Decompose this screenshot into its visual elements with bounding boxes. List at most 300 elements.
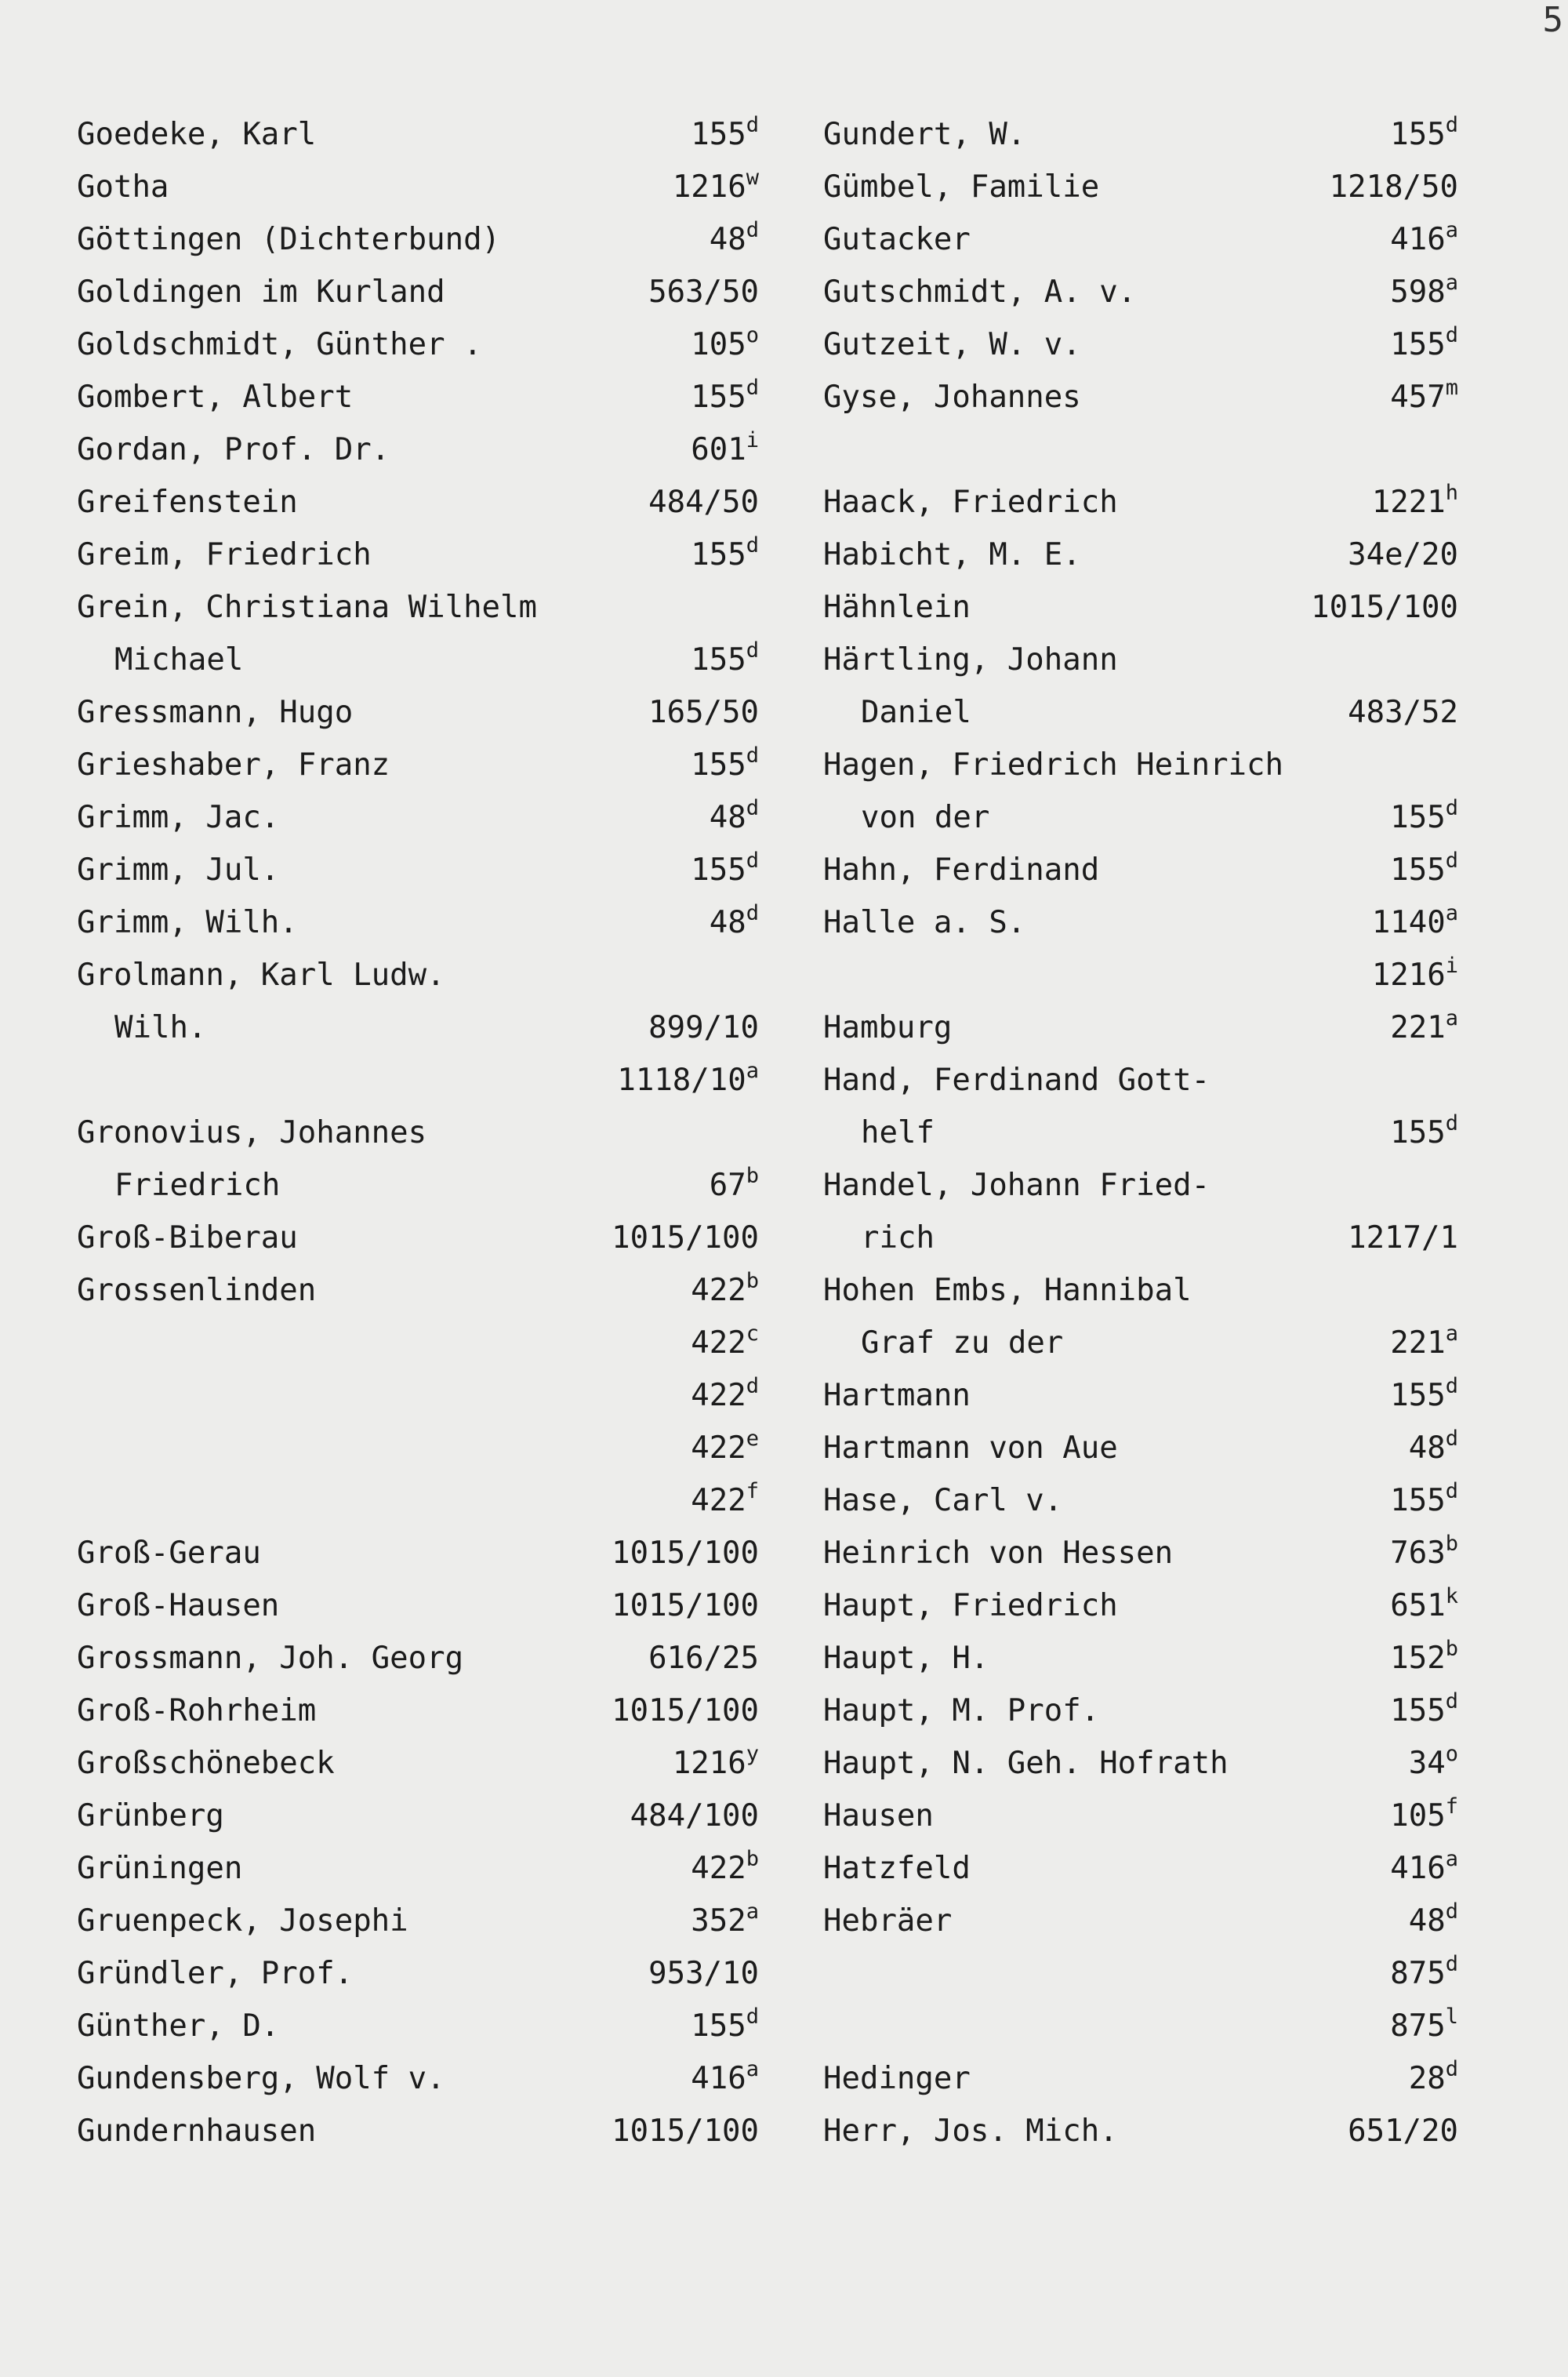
- reference-number: 422: [691, 1430, 746, 1466]
- entry-term: Hähnlein: [823, 590, 971, 625]
- reference-number: 1015/100: [612, 1220, 759, 1256]
- index-entry: [823, 1212, 1458, 1264]
- reference-number: 1221: [1371, 485, 1446, 520]
- entry-term: Graf zu der: [861, 1325, 1064, 1361]
- entry-reference: [691, 739, 759, 791]
- entry-term: Hand, Ferdinand Gott-: [823, 1063, 1210, 1098]
- reference-number: 563/50: [648, 274, 759, 310]
- reference-superscript: d: [1445, 113, 1458, 137]
- index-entry: [77, 266, 759, 318]
- reference-superscript: d: [746, 849, 759, 873]
- reference-number: 457: [1390, 380, 1446, 415]
- reference-number: 67: [709, 1168, 746, 1203]
- entry-term: Michael: [114, 642, 244, 678]
- entry-term: Groß-Gerau: [77, 1536, 261, 1571]
- index-entry: [77, 896, 759, 949]
- reference-number: 483/52: [1348, 695, 1458, 730]
- entry-reference: [691, 108, 759, 161]
- reference-number: 155: [691, 747, 746, 783]
- reference-number: 953/10: [648, 1956, 759, 1991]
- reference-number: 155: [691, 852, 746, 888]
- reference-number: 1015/100: [612, 2113, 759, 2149]
- entry-term: Heinrich von Hessen: [823, 1536, 1174, 1571]
- entry-reference: [691, 1317, 759, 1369]
- reference-number: 48: [709, 905, 746, 940]
- entry-reference: [1330, 161, 1458, 213]
- entry-reference: [691, 1474, 759, 1527]
- entry-reference: [1390, 213, 1458, 266]
- index-entry: [77, 371, 759, 423]
- entry-term: Gutzeit, W. v.: [823, 327, 1081, 362]
- entry-term: Gundert, W.: [823, 117, 1026, 152]
- index-entry: [823, 529, 1458, 581]
- entry-term: Haupt, H.: [823, 1641, 989, 1676]
- reference-superscript: a: [1445, 1321, 1458, 1346]
- reference-superscript: d: [746, 901, 759, 925]
- entry-reference: [1409, 1895, 1458, 1947]
- reference-number: 155: [1390, 800, 1446, 835]
- reference-number: 875: [1390, 1956, 1446, 1991]
- entry-reference: [1390, 1317, 1458, 1369]
- entry-term: Gyse, Johannes: [823, 380, 1081, 415]
- reference-superscript: d: [746, 1374, 759, 1398]
- entry-term: Gutschmidt, A. v.: [823, 274, 1137, 310]
- reference-superscript: a: [1445, 1847, 1458, 1871]
- entry-reference: [1409, 1737, 1458, 1790]
- reference-superscript: d: [1445, 1427, 1458, 1451]
- reference-number: 416: [691, 2061, 746, 2096]
- index-entry: [77, 1369, 759, 1422]
- reference-number: 763: [1390, 1536, 1446, 1571]
- index-entry: [823, 1159, 1458, 1212]
- entry-reference: [612, 1212, 759, 1264]
- entry-reference: [1372, 476, 1458, 529]
- reference-number: 651: [1390, 1588, 1446, 1623]
- reference-number: 416: [1390, 222, 1446, 257]
- reference-number: 165/50: [648, 695, 759, 730]
- index-entry: [823, 1264, 1458, 1317]
- index-entry: [823, 476, 1458, 529]
- reference-number: 221: [1390, 1325, 1446, 1361]
- index-column-left: [77, 108, 759, 2157]
- entry-reference: [1390, 844, 1458, 896]
- reference-number: 221: [1390, 1010, 1446, 1045]
- index-entry: [77, 1474, 759, 1527]
- entry-reference: [612, 2105, 759, 2157]
- index-entry: [77, 213, 759, 266]
- entry-reference: [1390, 1474, 1458, 1527]
- index-entry: [823, 1001, 1458, 1054]
- entry-reference: [612, 1579, 759, 1632]
- reference-number: 1216: [672, 1746, 746, 1781]
- reference-superscript: f: [746, 1479, 759, 1503]
- reference-number: 155: [1390, 1378, 1446, 1413]
- entry-reference: [648, 1001, 759, 1054]
- index-entry: [823, 266, 1458, 318]
- index-entry: [77, 108, 759, 161]
- entry-reference: [691, 2052, 759, 2105]
- entry-term: Grossenlinden: [77, 1273, 317, 1308]
- entry-term: Wilh.: [114, 1010, 207, 1045]
- reference-superscript: d: [746, 533, 759, 558]
- reference-number: 899/10: [648, 1010, 759, 1045]
- index-entry: [77, 1790, 759, 1842]
- reference-number: 1218/50: [1329, 169, 1458, 205]
- entry-term: Gundernhausen: [77, 2113, 317, 2149]
- entry-term: Hatzfeld: [823, 1851, 971, 1886]
- entry-term: Grimm, Wilh.: [77, 905, 298, 940]
- reference-superscript: a: [1445, 901, 1458, 925]
- reference-superscript: b: [1445, 1637, 1458, 1661]
- reference-superscript: d: [1445, 323, 1458, 347]
- reference-number: 1216: [672, 169, 746, 205]
- entry-term: Haupt, Friedrich: [823, 1588, 1118, 1623]
- reference-superscript: d: [746, 218, 759, 242]
- entry-reference: [1409, 1422, 1458, 1474]
- entry-reference: [691, 1895, 759, 1947]
- reference-superscript: f: [1445, 1794, 1458, 1819]
- entry-reference: [710, 213, 759, 266]
- reference-number: 1216: [1371, 958, 1446, 993]
- reference-number: 422: [691, 1378, 746, 1413]
- entry-reference: [691, 1264, 759, 1317]
- entry-term: Hagen, Friedrich Heinrich: [823, 747, 1283, 783]
- index-entry: [77, 1317, 759, 1369]
- index-entry: [823, 791, 1458, 844]
- entry-term: Haack, Friedrich: [823, 485, 1118, 520]
- reference-number: 105: [691, 327, 746, 362]
- reference-superscript: a: [1445, 218, 1458, 242]
- index-column-right: [823, 108, 1458, 2157]
- reference-number: 155: [1390, 1483, 1446, 1518]
- reference-number: 155: [1390, 1115, 1446, 1150]
- entry-term: Handel, Johann Fried-: [823, 1168, 1210, 1203]
- reference-number: 601: [691, 432, 746, 467]
- reference-number: 651/20: [1348, 2113, 1458, 2149]
- entry-reference: [1390, 1579, 1458, 1632]
- entry-reference: [1390, 1107, 1458, 1159]
- entry-reference: [1390, 266, 1458, 318]
- entry-reference: [1390, 1790, 1458, 1842]
- entry-reference: [1390, 1001, 1458, 1054]
- reference-superscript: k: [1445, 1584, 1458, 1608]
- index-entry: [77, 1947, 759, 2000]
- entry-term: Habicht, M. E.: [823, 537, 1081, 572]
- index-entry: [823, 318, 1458, 371]
- entry-reference: [691, 634, 759, 686]
- entry-reference: [1390, 318, 1458, 371]
- index-entry: [823, 1054, 1458, 1107]
- reference-superscript: d: [1445, 1952, 1458, 1976]
- entry-reference: [1372, 949, 1458, 1001]
- reference-number: 1015/100: [612, 1588, 759, 1623]
- index-entry: [823, 1317, 1458, 1369]
- entry-reference: [648, 1632, 759, 1685]
- reference-superscript: d: [746, 2004, 759, 2029]
- reference-superscript: d: [1445, 849, 1458, 873]
- index-entry: [77, 1632, 759, 1685]
- index-entry: [823, 2000, 1458, 2052]
- entry-reference: [1372, 896, 1458, 949]
- entry-reference: [648, 686, 759, 739]
- entry-reference: [1409, 2052, 1458, 2105]
- reference-superscript: d: [1445, 2057, 1458, 2081]
- index-entry: [77, 1264, 759, 1317]
- index-entry: [77, 634, 759, 686]
- index-entry: [823, 2105, 1458, 2157]
- reference-number: 1217/1: [1348, 1220, 1458, 1256]
- entry-reference: [1311, 581, 1458, 634]
- index-entry: [77, 581, 759, 634]
- entry-reference: [630, 1790, 759, 1842]
- index-entry: [823, 213, 1458, 266]
- entry-term: Großschönebeck: [77, 1746, 335, 1781]
- index-entry: [77, 844, 759, 896]
- entry-term: Hartmann: [823, 1378, 971, 1413]
- reference-superscript: d: [746, 796, 759, 820]
- entry-reference: [1390, 1685, 1458, 1737]
- entry-term: Friedrich: [114, 1168, 281, 1203]
- reference-superscript: b: [746, 1847, 759, 1871]
- entry-term: Gruenpeck, Josephi: [77, 1903, 408, 1939]
- reference-number: 155: [1390, 117, 1446, 152]
- entry-reference: [691, 371, 759, 423]
- index-entry: [77, 1527, 759, 1579]
- index-entry: [823, 1474, 1458, 1527]
- entry-term: Härtling, Johann: [823, 642, 1118, 678]
- reference-number: 152: [1390, 1641, 1446, 1676]
- entry-term: Gombert, Albert: [77, 380, 354, 415]
- entry-reference: [691, 2000, 759, 2052]
- index-entry: [823, 581, 1458, 634]
- reference-number: 422: [691, 1273, 746, 1308]
- reference-superscript: b: [746, 1269, 759, 1293]
- reference-superscript: w: [746, 165, 759, 190]
- reference-superscript: d: [746, 376, 759, 400]
- entry-term: Groß-Biberau: [77, 1220, 298, 1256]
- entry-term: Gümbel, Familie: [823, 169, 1100, 205]
- entry-term: Grüningen: [77, 1851, 243, 1886]
- entry-term: Herr, Jos. Mich.: [823, 2113, 1118, 2149]
- entry-reference: [1390, 108, 1458, 161]
- index-entry: [77, 1212, 759, 1264]
- reference-number: 105: [1390, 1798, 1446, 1834]
- reference-superscript: d: [1445, 1479, 1458, 1503]
- reference-number: 48: [1408, 1430, 1446, 1466]
- index-entry: [823, 1842, 1458, 1895]
- entry-reference: [617, 1054, 759, 1107]
- index-entry: [823, 1685, 1458, 1737]
- index-entry: [77, 1001, 759, 1054]
- entry-reference: [1390, 1842, 1458, 1895]
- index-entry: [823, 1790, 1458, 1842]
- entry-term: Daniel: [861, 695, 971, 730]
- reference-number: 352: [691, 1903, 746, 1939]
- entry-term: Grein, Christiana Wilhelm: [77, 590, 537, 625]
- entry-term: Grünberg: [77, 1798, 224, 1834]
- reference-number: 484/50: [648, 485, 759, 520]
- entry-term: Haupt, M. Prof.: [823, 1693, 1100, 1728]
- reference-superscript: d: [746, 113, 759, 137]
- entry-term: Hedinger: [823, 2061, 971, 2096]
- entry-reference: [691, 1369, 759, 1422]
- index-entry: [77, 1842, 759, 1895]
- entry-reference: [691, 844, 759, 896]
- index-entry: [77, 2000, 759, 2052]
- reference-superscript: a: [746, 1899, 759, 1924]
- entry-term: rich: [861, 1220, 935, 1256]
- entry-term: Grimm, Jul.: [77, 852, 280, 888]
- entry-term: Gotha: [77, 169, 169, 205]
- reference-number: 48: [709, 222, 746, 257]
- entry-term: Gordan, Prof. Dr.: [77, 432, 390, 467]
- index-entry: [823, 2052, 1458, 2105]
- index-entry: [77, 739, 759, 791]
- entry-term: Halle a. S.: [823, 905, 1026, 940]
- reference-superscript: b: [746, 1164, 759, 1188]
- index-entry: [823, 686, 1458, 739]
- entry-reference: [691, 423, 759, 476]
- reference-number: 34e/20: [1348, 537, 1458, 572]
- reference-superscript: a: [1445, 1006, 1458, 1030]
- index-entry: [77, 2052, 759, 2105]
- entry-reference: [1348, 686, 1458, 739]
- entry-term: Hamburg: [823, 1010, 953, 1045]
- index-entry: [823, 949, 1458, 1001]
- entry-term: von der: [861, 800, 990, 835]
- entry-reference: [648, 1947, 759, 2000]
- reference-superscript: a: [1445, 271, 1458, 295]
- reference-superscript: d: [746, 743, 759, 768]
- reference-superscript: m: [1445, 376, 1458, 400]
- index-entry: [77, 1685, 759, 1737]
- index-entry: [823, 844, 1458, 896]
- entry-term: Grolmann, Karl Ludw.: [77, 958, 445, 993]
- entry-term: Gronovius, Johannes: [77, 1115, 427, 1150]
- entry-term: Groß-Hausen: [77, 1588, 280, 1623]
- reference-number: 1140: [1371, 905, 1446, 940]
- reference-superscript: c: [746, 1321, 759, 1346]
- index-entry: [77, 529, 759, 581]
- reference-number: 422: [691, 1851, 746, 1886]
- entry-reference: [710, 1159, 759, 1212]
- reference-superscript: o: [1445, 1742, 1458, 1766]
- index-entry: [77, 1107, 759, 1159]
- reference-number: 48: [709, 800, 746, 835]
- index-entry: [77, 1895, 759, 1947]
- entry-term: Gressmann, Hugo: [77, 695, 354, 730]
- reference-number: 416: [1390, 1851, 1446, 1886]
- index-entry: [77, 423, 759, 476]
- entry-reference: [691, 318, 759, 371]
- reference-number: 1118/10: [617, 1063, 746, 1098]
- reference-superscript: d: [1445, 1689, 1458, 1714]
- entry-term: helf: [861, 1115, 935, 1150]
- entry-reference: [710, 791, 759, 844]
- index-entry: [77, 791, 759, 844]
- entry-reference: [673, 161, 759, 213]
- reference-number: 155: [691, 642, 746, 678]
- reference-number: 598: [1390, 274, 1446, 310]
- index-entry: [823, 1632, 1458, 1685]
- reference-number: 155: [691, 380, 746, 415]
- entry-reference: [612, 1527, 759, 1579]
- entry-reference: [1390, 371, 1458, 423]
- entry-term: Gundensberg, Wolf v.: [77, 2061, 445, 2096]
- reference-number: 1015/100: [612, 1693, 759, 1728]
- reference-number: 875: [1390, 2008, 1446, 2044]
- reference-superscript: d: [1445, 1111, 1458, 1136]
- entry-term: Greim, Friedrich: [77, 537, 372, 572]
- reference-superscript: d: [1445, 1899, 1458, 1924]
- entry-term: Haupt, N. Geh. Hofrath: [823, 1746, 1229, 1781]
- index-entry: [823, 108, 1458, 161]
- entry-reference: [1390, 1527, 1458, 1579]
- index-entry: [823, 1527, 1458, 1579]
- entry-reference: [1348, 1212, 1458, 1264]
- entry-term: Goldingen im Kurland: [77, 274, 445, 310]
- entry-term: Hahn, Ferdinand: [823, 852, 1100, 888]
- reference-number: 48: [1408, 1903, 1446, 1939]
- index-entry: [823, 1947, 1458, 2000]
- index-entry: [77, 1159, 759, 1212]
- index-entry: [823, 1895, 1458, 1947]
- entry-term: Goldschmidt, Günther .: [77, 327, 482, 362]
- entry-term: Hartmann von Aue: [823, 1430, 1118, 1466]
- entry-reference: [648, 476, 759, 529]
- entry-term: Hausen: [823, 1798, 934, 1834]
- index-entry: [77, 1422, 759, 1474]
- reference-number: 28: [1408, 2061, 1446, 2096]
- reference-superscript: d: [1445, 796, 1458, 820]
- reference-number: 616/25: [648, 1641, 759, 1676]
- reference-number: 1015/100: [612, 1536, 759, 1571]
- entry-term: Goedeke, Karl: [77, 117, 317, 152]
- index-entry: [77, 1737, 759, 1790]
- reference-number: 484/100: [630, 1798, 759, 1834]
- index-entry: [823, 371, 1458, 423]
- entry-reference: [1390, 791, 1458, 844]
- reference-superscript: b: [1445, 1532, 1458, 1556]
- page-number: 5: [1542, 0, 1563, 40]
- reference-number: 155: [1390, 1693, 1446, 1728]
- reference-superscript: y: [746, 1742, 759, 1766]
- index-entry: [77, 1054, 759, 1107]
- entry-term: Hase, Carl v.: [823, 1483, 1063, 1518]
- index-entry: [823, 423, 1458, 476]
- reference-superscript: a: [746, 2057, 759, 2081]
- entry-term: Hebräer: [823, 1903, 953, 1939]
- reference-number: 155: [691, 2008, 746, 2044]
- entry-reference: [691, 1422, 759, 1474]
- entry-term: Greifenstein: [77, 485, 298, 520]
- reference-superscript: o: [746, 323, 759, 347]
- entry-term: Groß-Rohrheim: [77, 1693, 317, 1728]
- entry-reference: [691, 529, 759, 581]
- index-entry: [77, 318, 759, 371]
- entry-reference: [1390, 2000, 1458, 2052]
- entry-reference: [1348, 529, 1458, 581]
- index-entry: [823, 896, 1458, 949]
- entry-reference: [1390, 1369, 1458, 1422]
- entry-reference: [612, 1685, 759, 1737]
- reference-superscript: l: [1445, 2004, 1458, 2029]
- reference-superscript: e: [746, 1427, 759, 1451]
- index-entry: [77, 476, 759, 529]
- reference-superscript: d: [1445, 1374, 1458, 1398]
- entry-term: Göttingen (Dichterbund): [77, 222, 501, 257]
- index-entry: [823, 739, 1458, 791]
